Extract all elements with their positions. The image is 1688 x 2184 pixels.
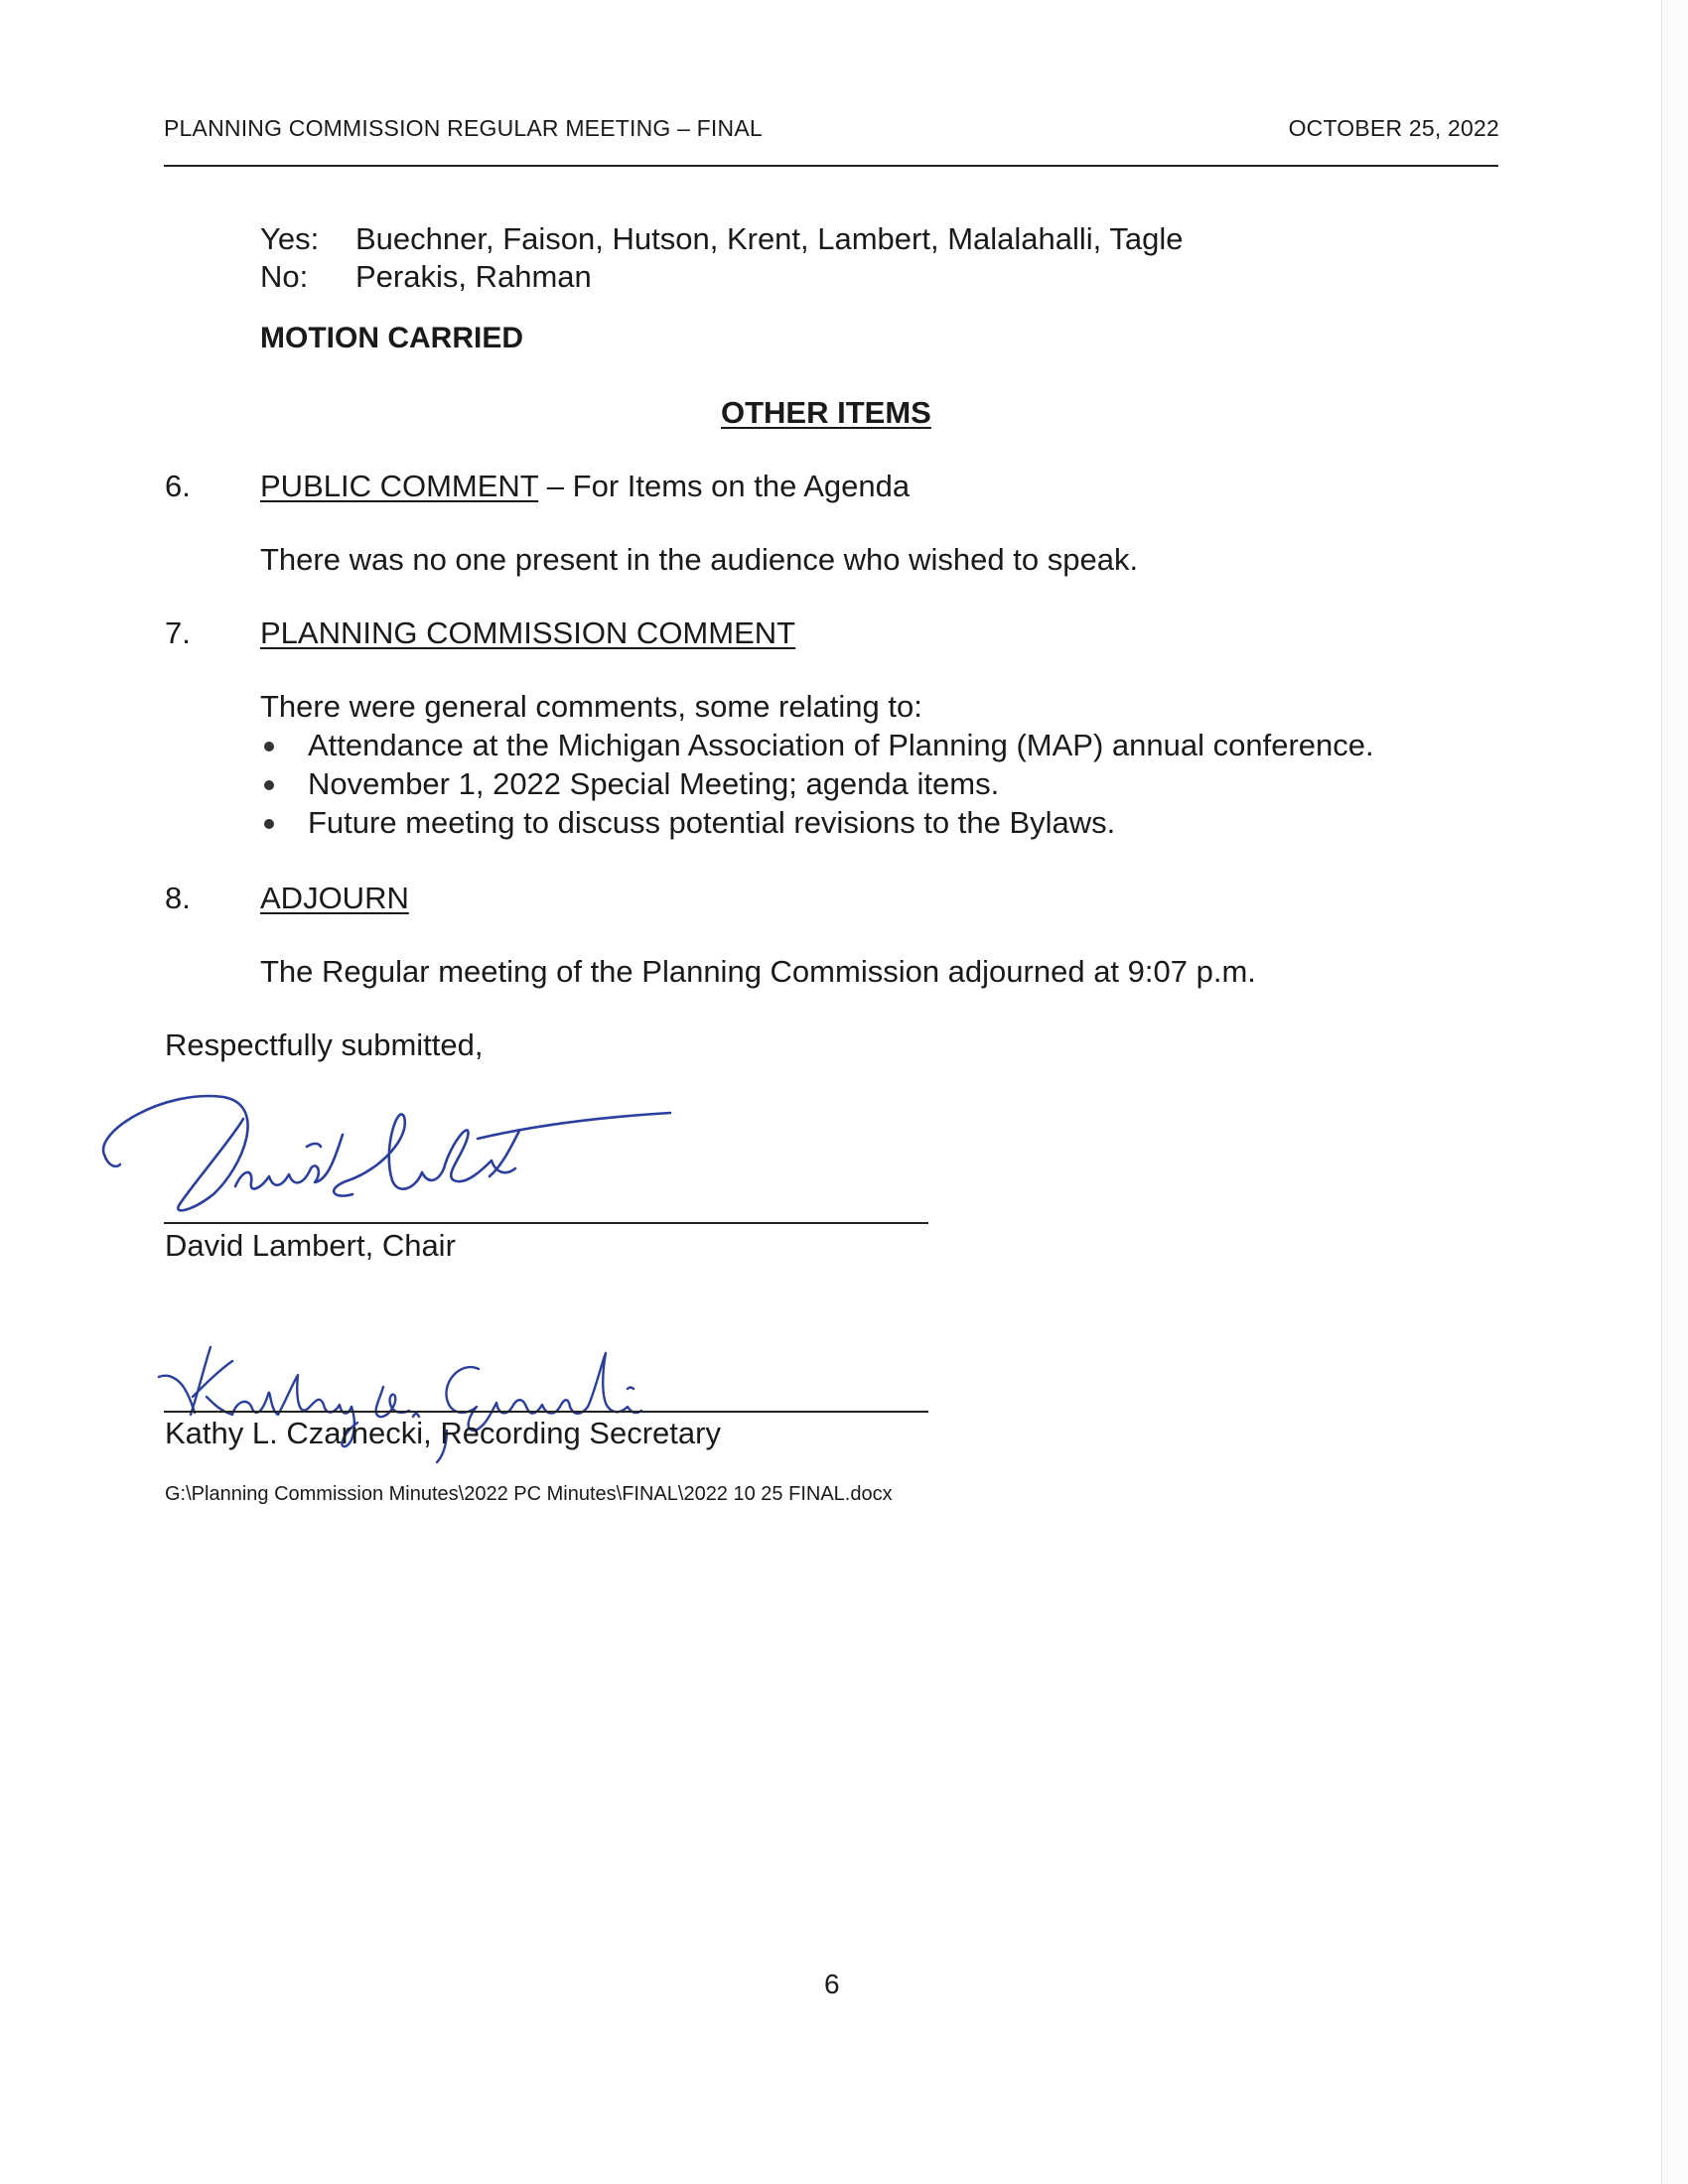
list-item: November 1, 2022 Special Meeting; agenda items. [260, 764, 1374, 803]
scan-page-edge [1661, 0, 1688, 2184]
signature-line [164, 1222, 928, 1224]
chair-signature-image [94, 1077, 680, 1226]
header-divider [164, 165, 1498, 167]
item-heading-suffix: – For Items on the Agenda [538, 469, 911, 503]
list-item: Future meeting to discuss potential revisions to the Bylaws. [260, 803, 1374, 842]
item-number: 8. [165, 881, 191, 915]
signature-line [164, 1411, 928, 1413]
item-number: 6. [165, 469, 191, 503]
bullet-icon [264, 742, 274, 751]
bullet-icon [264, 819, 274, 829]
item-heading-public-comment [260, 468, 910, 505]
document-header-date: OCTOBER 25, 2022 [1288, 115, 1499, 141]
section-title: OTHER ITEMS [721, 395, 931, 430]
motion-result: MOTION CARRIED [260, 322, 523, 354]
secretary-signature-name: Kathy L. Czarnecki, Recording Secretary [165, 1416, 721, 1450]
chair-signature-name: David Lambert, Chair [165, 1228, 456, 1263]
vote-no-label: No: [260, 259, 309, 294]
item-heading-label: PUBLIC COMMENT [260, 469, 539, 503]
closing-text: Respectfully submitted, [165, 1027, 484, 1062]
bullet-icon [264, 780, 274, 790]
document-header-title: PLANNING COMMISSION REGULAR MEETING – FINAL [164, 115, 763, 141]
vote-yes-label: Yes: [260, 221, 320, 256]
item-text: There was no one present in the audience who wished to speak. [260, 542, 1139, 577]
page-number: 6 [824, 1969, 840, 1999]
vote-no-row [260, 258, 592, 296]
item-heading-planning-commission-comment: PLANNING COMMISSION COMMENT [260, 615, 796, 650]
vote-yes-names: Buechner, Faison, Hutson, Krent, Lambert, Malalahalli, Tagle [355, 221, 1184, 256]
item-text: There were general comments, some relating to: [260, 689, 922, 724]
item-heading-adjourn: ADJOURN [260, 881, 409, 915]
list-item: Attendance at the Michigan Association of Planning (MAP) annual conference. [260, 726, 1374, 764]
item-text: The Regular meeting of the Planning Commission adjourned at 9:07 p.m. [260, 954, 1256, 989]
document-file-path: G:\Planning Commission Minutes\2022 PC Minutes\FINAL\2022 10 25 FINAL.docx [165, 1483, 893, 1505]
item-number: 7. [165, 615, 191, 650]
vote-no-names: Perakis, Rahman [355, 259, 592, 294]
comment-bullet-list [260, 726, 1374, 842]
vote-yes-row [260, 220, 1183, 258]
